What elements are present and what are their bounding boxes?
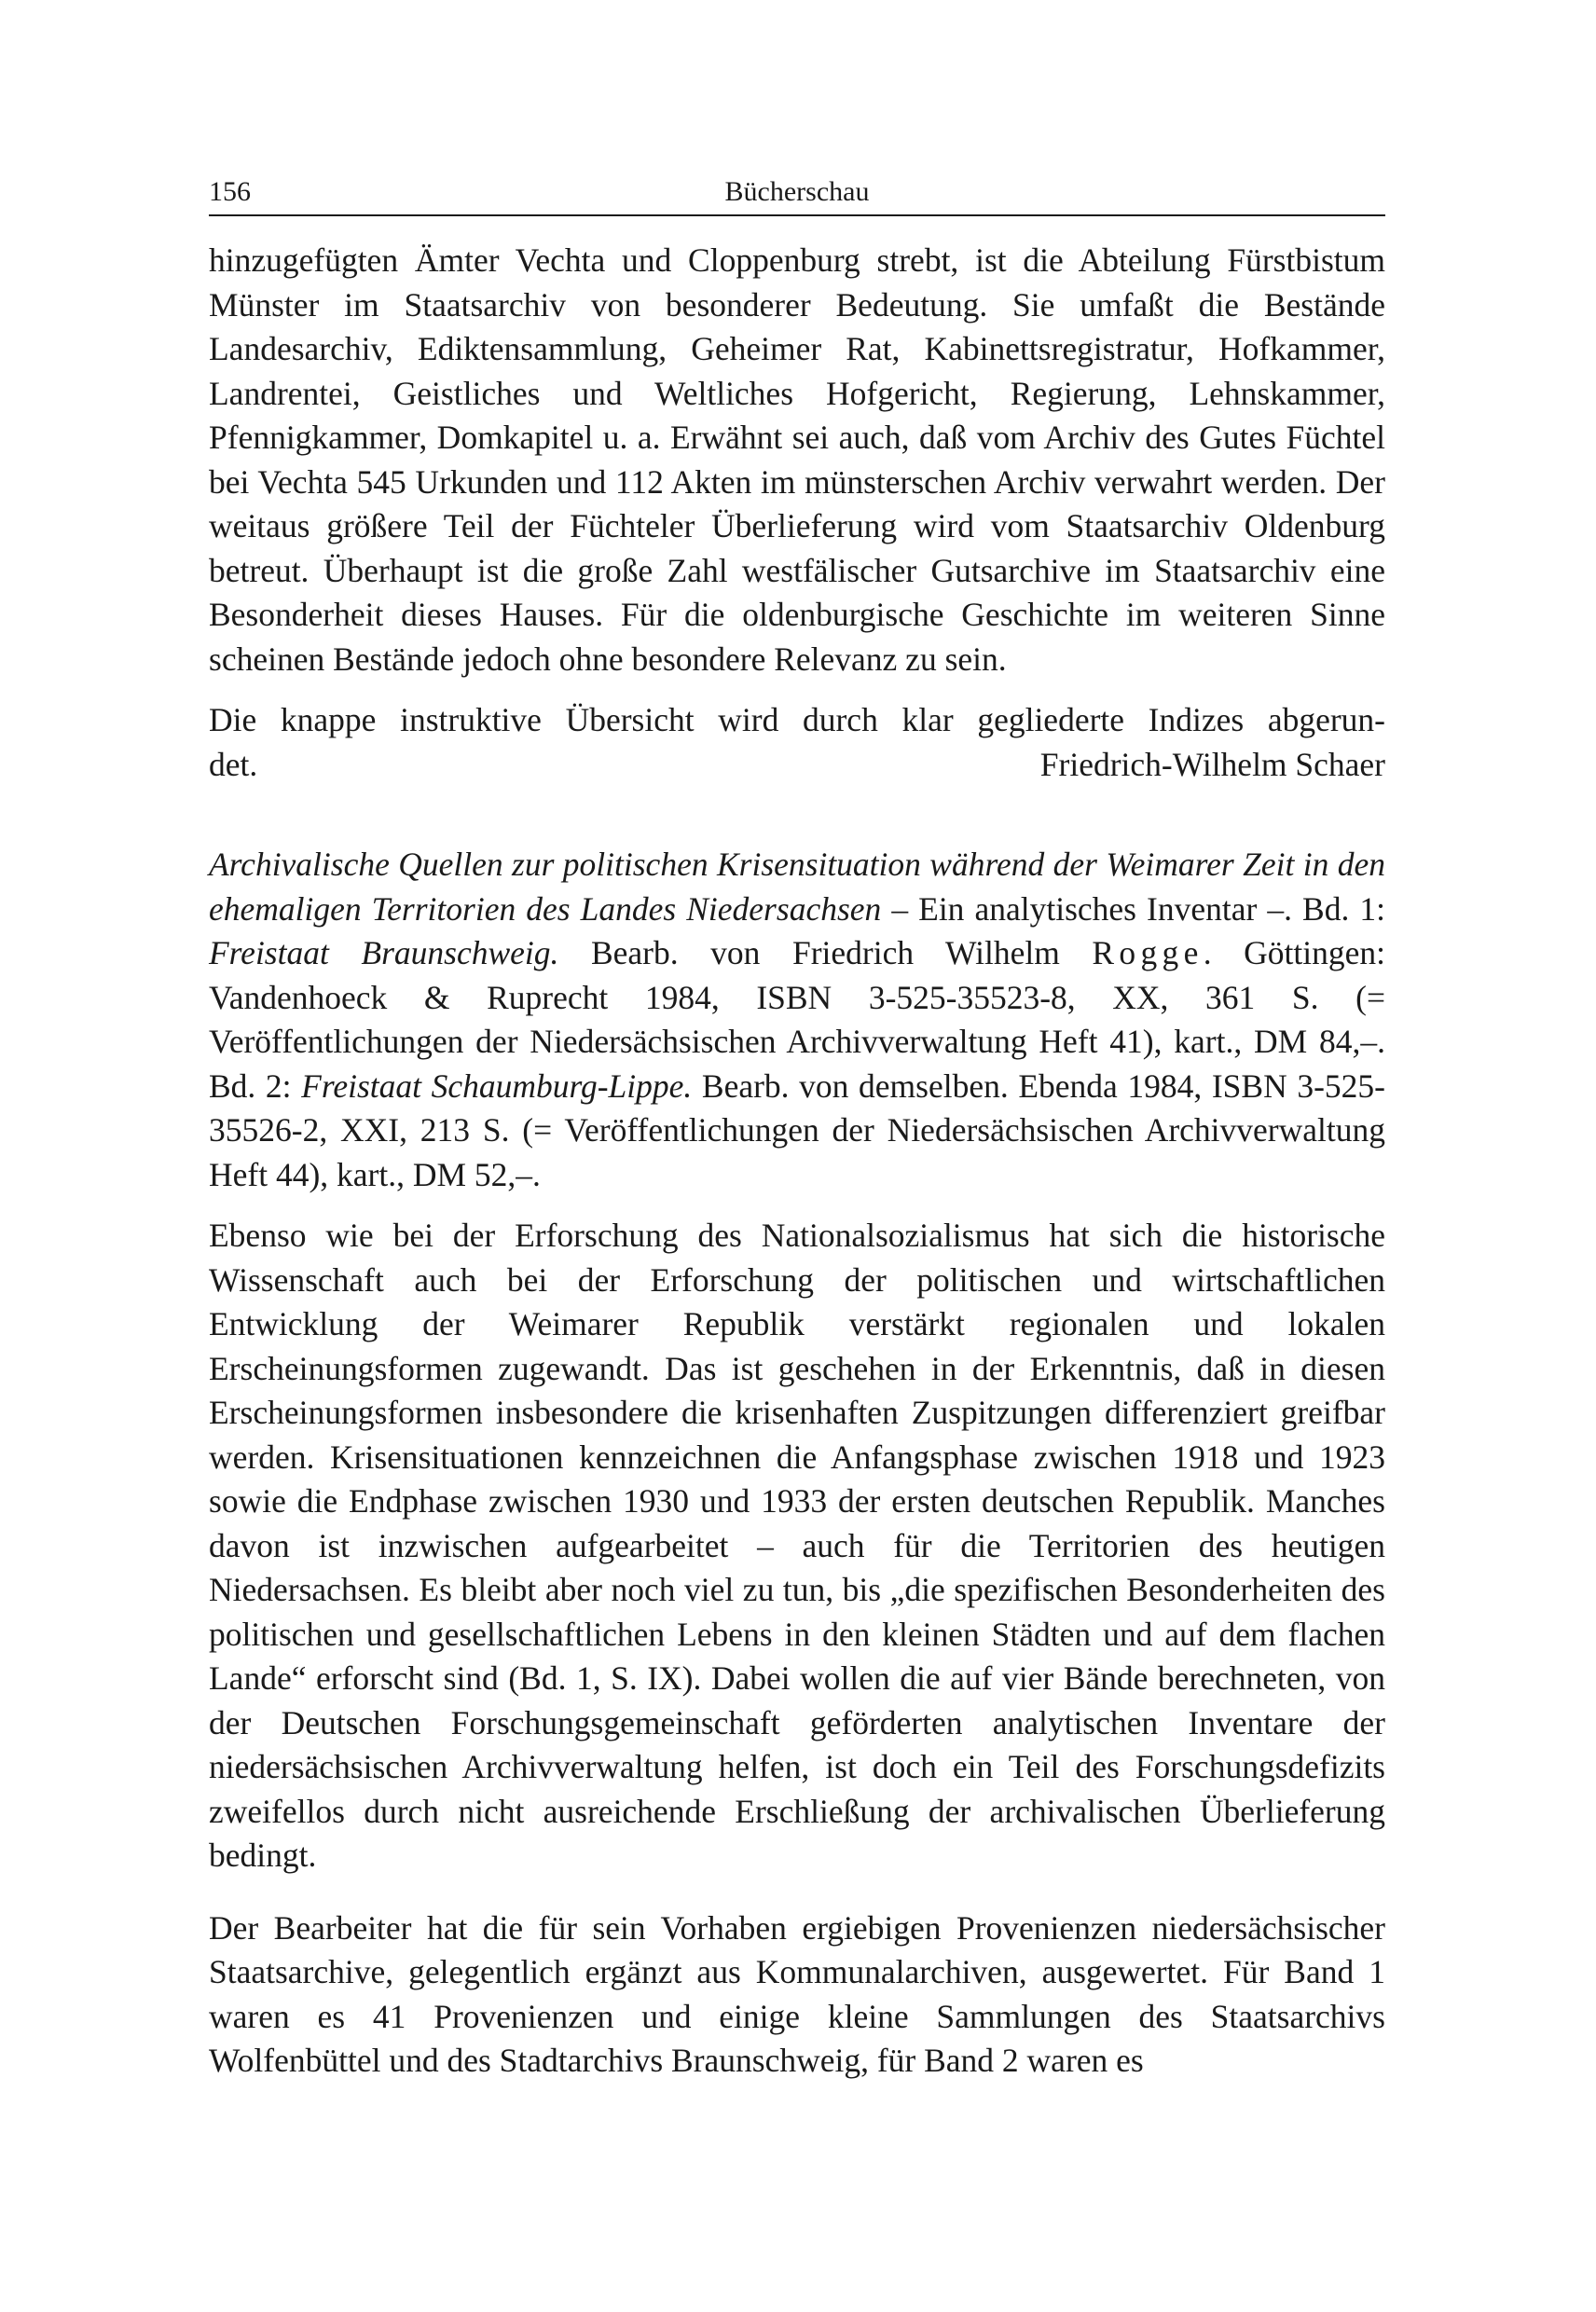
review2-paragraph2: Der Bearbeiter hat die für sein Vorhaben ergiebigen Provenienzen niedersächsischer Staatsarchive, gelegentlich ergänzt aus Kommunalarchiven, ausgewertet. Für Band 1 waren es 41 Provenienzen und einige kleine Sammlungen des Staatsarchivs Wolfenbüttel und des Stadtarchivs Braunschweig, für Band 2 waren es: [209, 1908, 1385, 2079]
vol2-title: Freistaat Schaumburg-Lippe.: [301, 1067, 693, 1105]
review2-bibliographic-entry: [209, 843, 1385, 1197]
vol1-editor-name: Rogge: [1092, 934, 1204, 971]
review2-title: Archivalische Quellen zur politischen Krisensituation während der Weimarer Zeit in den ehemaligen Territorien des Landes Niedersachsen: [209, 846, 1385, 928]
review1-paragraph2: Die knappe instruktive Übersicht wird durch klar gegliederte Indizes abgerun-: [209, 701, 1385, 738]
vol1-details: . Göttingen: Vandenhoeck & Ruprecht 1984, ISBN 3-525-35523-8, XX, 361 S. (= Veröffentlichungen der Niedersächsischen Archivverwaltung Heft 41), kart., DM 84,–. Bd. 2:: [209, 934, 1385, 1105]
page-body: [209, 239, 1385, 2084]
review1-paragraph1: hinzugefügten Ämter Vechta und Cloppenburg strebt, ist die Abteilung Fürstbistum Münster im Staatsarchiv von besonderer Bedeutung. Sie umfaßt die Bestände Landesarchiv, Ediktensammlung, Geheimer Rat, Kabinettsregistratur, Hofkammer, Landrentei, Geistliches und Weltliches Hofgericht, Regierung, Lehnskammer, Pfennigkammer, Domkapitel u. a. Erwähnt sei auch, daß vom Archiv des Gutes Füchtel bei Vechta 545 Urkunden und 112 Akten im münsterschen Archiv verwahrt werden. Der weitaus größere Teil der Füchteler Überlieferung wird vom Staatsarchiv Oldenburg betreut. Überhaupt ist die große Zahl westfälischer Gutsarchive im Staatsarchiv eine Besonderheit dieses Hauses. Für die oldenburgische Geschichte im weiteren Sinne scheinen Bestände jedoch ohne besondere Relevanz zu sein.: [209, 241, 1385, 678]
review2-title-rest: – Ein analytisches Inventar –. Bd. 1:: [881, 889, 1385, 928]
review2-paragraph1: Ebenso wie bei der Erforschung des Nationalsozialismus hat sich die historische Wissenschaft auch bei der Erforschung der politischen und wirtschaftlichen Entwicklung der Weimarer Republik verstärkt regionalen und lokalen Erscheinungsformen zugewandt. Das ist geschehen in der Erkenntnis, daß in diesen Erscheinungsformen insbesondere die krisenhaften Zuspitzungen differenziert greifbar werden. Krisensituationen kennzeichnen die Anfangsphase zwischen 1918 und 1923 sowie die Endphase zwischen 1930 und 1933 der ersten deutschen Republik. Manches davon ist inzwischen aufgearbeitet – auch für die Territorien des heutigen Niedersachsen. Es bleibt aber noch viel zu tun, bis „die spezifischen Besonderheiten des politischen und gesellschaftlichen Lebens in den kleinen Städten und auf dem flachen Lande“ erforscht sind (Bd. 1, S. IX). Dabei wollen die auf vier Bände berechneten, von der Deutschen Forschungsgemeinschaft geförderten analytischen Inventare der niedersächsischen Archivverwaltung helfen, ist doch ein Teil des Forschungsdefizits zweifellos durch nicht ausreichende Erschließung der archivalischen Überlieferung bedingt.: [209, 1217, 1385, 1874]
vol1-title: Freistaat Braunschweig.: [209, 934, 559, 971]
page-number: 156: [209, 176, 251, 207]
review1-paragraph2-end: det.: [209, 745, 258, 783]
vol1-editor-pre: Bearb. von Friedrich Wilhelm: [558, 934, 1093, 971]
book-review-page: [209, 166, 1385, 2084]
reviewer-name: Friedrich-Wilhelm Schaer: [1039, 745, 1385, 783]
running-title: Bücherschau: [724, 176, 870, 207]
review1-signature-line: [209, 743, 1385, 788]
vol2-details: Bearb. von demselben. Ebenda 1984, ISBN 3-525-35526-2, XXI, 213 S. (= Veröffentlichungen der Niedersächsischen Archivverwaltung Heft 44), kart., DM 52,–.: [209, 1067, 1385, 1193]
page-header: [209, 166, 1385, 216]
